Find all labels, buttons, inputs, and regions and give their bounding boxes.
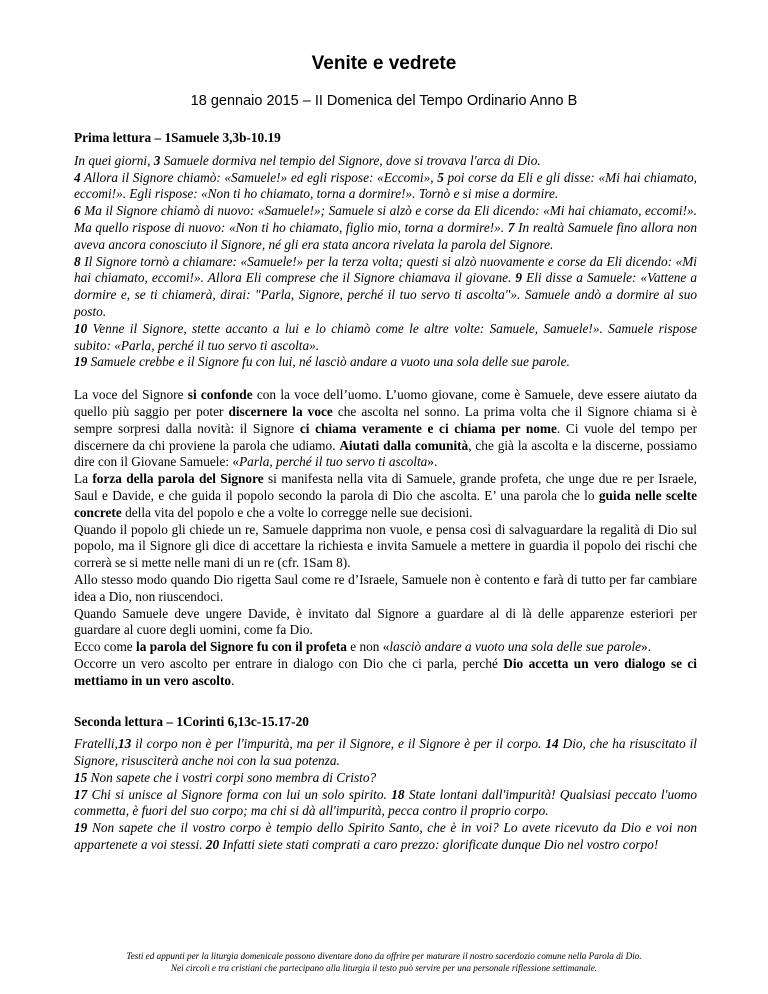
verse-paragraph: In quei giorni, 3 Samuele dormiva nel tempio del Signore, dove si trovava l'arca di Dio. (74, 152, 541, 168)
commentary-paragraph: Occorre un vero ascolto per entrare in dialogo con Dio che ci parla, perché Dio accetta un vero dialogo se ci mettiamo in un vero ascolto. (74, 655, 697, 688)
commentary (74, 387, 697, 689)
verse-paragraph: 19 Samuele crebbe e il Signore fu con lui, né lasciò andare a vuoto una sola delle sue parole. (74, 354, 570, 370)
verse-paragraph: 6 Ma il Signore chiamò di nuovo: «Samuele!»; Samuele si alzò e corse da Eli dicendo: «Mi hai chiamato, eccomi!». Ma quello rispose di nuovo: «Non ti ho chiamato, figlio mio, torna a dormire!». 7 In realtà Samuele fino allora non aveva ancora conosciuto il Signore, né gli era stata ancora rivelata la parola del Signore. (74, 203, 697, 252)
commentary-paragraph: Quando il popolo gli chiede un re, Samuele dapprima non vuole, e pensa così di salvaguardare la regalità di Dio sul popolo, ma il Signore gli dice di accettare la richiesta e invita Samuele a mettere in guardia il popolo dei rischi che correrà se si mette nelle mani di un re (cfr. 1Sam 8). (74, 521, 697, 571)
verse-paragraph: 10 Venne il Signore, stette accanto a lui e lo chiamò come le altre volte: Samuele, Samuele!». Samuele rispose subito: «Parla, perché il tuo servo ti ascolta». (74, 320, 697, 353)
document-body (74, 130, 697, 854)
verse-paragraph: 15 Non sapete che i vostri corpi sono membra di Cristo? (74, 769, 377, 785)
page-footer (60, 950, 708, 974)
verse-paragraph: 17 Chi si unisce al Signore forma con lui un solo spirito. 18 State lontani dall'impurità! Qualsiasi peccato l'uomo commetta, è fuori del suo corpo; ma chi si dà all'impurità, pecca contro il proprio corpo. (74, 786, 697, 819)
footer-line: Nei circoli e tra cristiani che partecipano alla liturgia il testo può servire per una personale riflessione settimanale. (170, 963, 598, 973)
commentary-paragraph: Quando Samuele deve ungere Davide, è invitato dal Signore a guardare al di là delle apparenze esteriori per guardare al cuore degli uomini, come fa Dio. (74, 605, 697, 638)
verse-paragraph: Fratelli,13 il corpo non è per l'impurità, ma per il Signore, e il Signore è per il corpo. 14 Dio, che ha risuscitato il Signore, risusciterà anche noi con la sua potenza. (74, 736, 697, 769)
verse-paragraph: 8 Il Signore tornò a chiamare: «Samuele!» per la terza volta; questi si alzò nuovamente e corse da Eli dicendo: «Mi hai chiamato, eccomi!». Allora Eli comprese che il Signore chiamava il giovane. 9 Eli disse a Samuele: «Vattene a dormire e, se ti chiamerà, dirai: "Parla, Signore, perché il tuo servo ti ascolta"». Samuele andò a dormire al suo posto. (74, 253, 698, 319)
commentary-paragraph: La forza della parola del Signore si manifesta nella vita di Samuele, grande profeta, che unge due re per Israele, Saul e Davide, e che guida il popolo secondo la parola di Dio che ascolta. E’ una parola che lo guida nelle scelte concrete della vita del popolo e che a volte lo corregge nelle sue decisioni. (74, 471, 697, 520)
second-reading-text (74, 736, 697, 854)
commentary-paragraph: Allo stesso modo quando Dio rigetta Saul come re d’Israele, Samuele non è contento e farà di tutto per far cambiare idea a Dio, non riuscendoci. (74, 571, 697, 604)
second-reading-heading: Seconda lettura – 1Corinti 6,13c-15.17-20 (74, 713, 309, 729)
page-subtitle: 18 gennaio 2015 – II Domenica del Tempo Ordinario Anno B (190, 93, 578, 109)
verse-paragraph: 19 Non sapete che il vostro corpo è tempio dello Spirito Santo, che è in voi? Lo avete ricevuto da Dio e voi non appartenete a voi stessi. 20 Infatti siete stati comprati a caro prezzo: glorificate dunque Dio nel vostro corpo! (74, 820, 697, 853)
verse-paragraph: 4 Allora il Signore chiamò: «Samuele!» ed egli rispose: «Eccomi», 5 poi corse da Eli e gli disse: «Mi hai chiamato, eccomi!». Egli rispose: «Non ti ho chiamato, torna a dormire!». Tornò e si mise a dormire. (74, 169, 697, 202)
page-title: Venite e vedrete (311, 53, 457, 74)
footer-line: Testi ed appunti per la liturgia domenicale possono diventare dono da offrire per maturare il nostro sacerdozio comune nella Parola di Dio. (126, 951, 642, 961)
first-reading-heading: Prima lettura – 1Samuele 3,3b-10.19 (74, 130, 281, 145)
commentary-paragraph: La voce del Signore si confonde con la voce dell’uomo. L’uomo giovane, come è Samuele, deve essere aiutato da quello più saggio per poter discernere la voce che ascolta nel sonno. La prima volta che il Signore chiama si è sempre sorpresi dalla novità: il Signore ci chiama veramente e ci chiama per nome. Ci vuole del tempo per discernere da chi proviene la parola che udiamo. Aiutati dalla comunità, che già la ascolta e la discerne, possiamo dire con il Giovane Samuele: «Parla, perché il tuo servo ti ascolta». (74, 387, 697, 470)
commentary-paragraph: Ecco come la parola del Signore fu con il profeta e non «lasciò andare a vuoto una sola delle sue parole». (74, 639, 652, 655)
first-reading-text (74, 153, 697, 371)
